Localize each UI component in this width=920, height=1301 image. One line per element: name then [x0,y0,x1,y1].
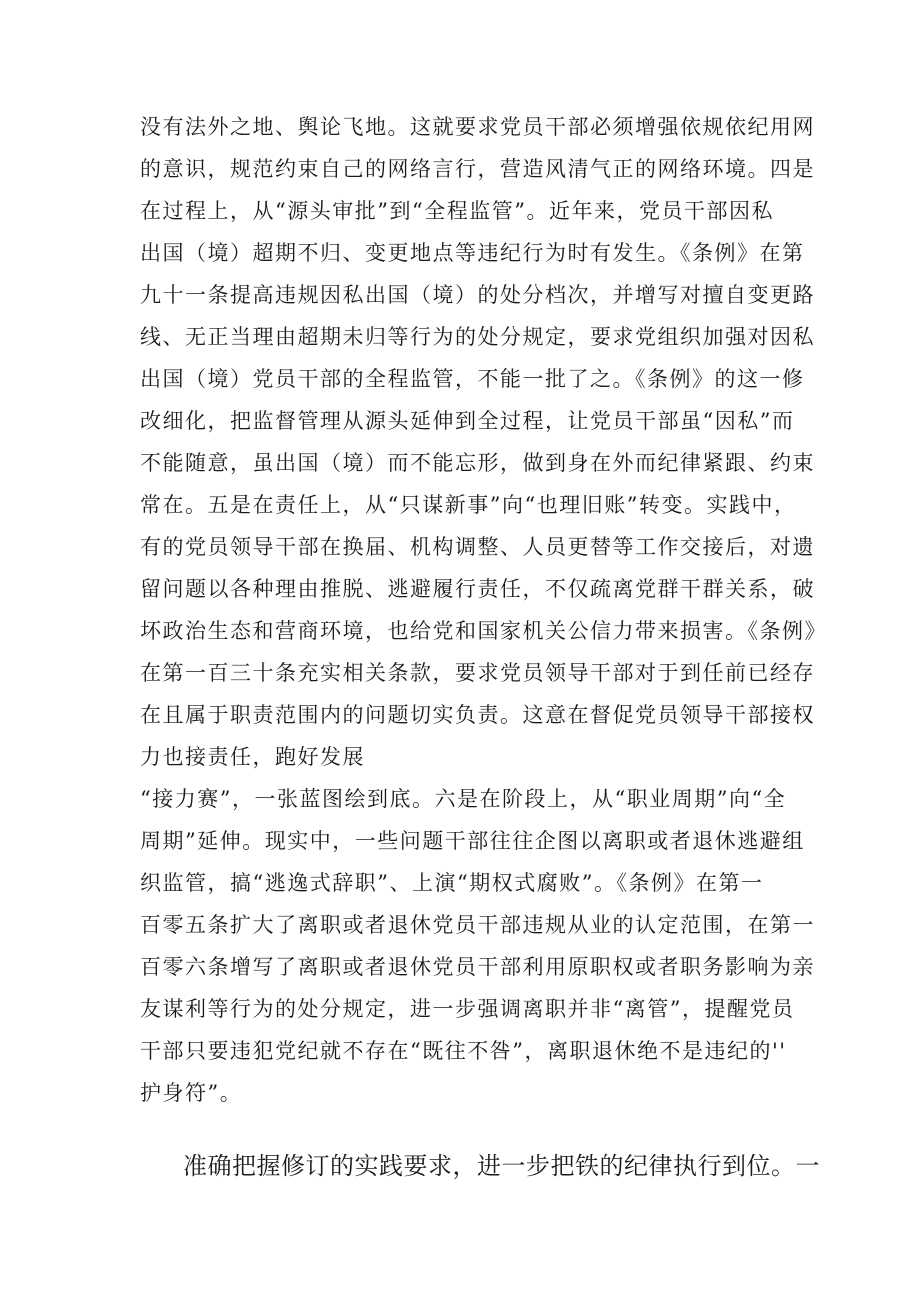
body-text-line: 常在。五是在责任上，从“只谋新事”向“也理旧账”转变。实践中， [140,493,797,517]
body-text-line: 不能随意，虽出国（境）而不能忘形，做到身在外而纪律紧跟、约束 [140,451,815,475]
body-text-line: 有的党员领导干部在换届、机构调整、人员更替等工作交接后，对遗 [140,535,815,559]
body-text-line: 织监管，搞“逃逸式辞职”、上演“期权式腐败”。《条例》在第一 [140,871,764,895]
section-heading: 准确把握修订的实践要求，进一步把铁的纪律执行到位。一 [183,1152,820,1180]
body-text-line: 出国（境）超期不归、变更地点等违纪行为时有发生。《条例》在第 [140,241,805,265]
body-text-line: 周期”延伸。现实中，一些问题干部往往企图以离职或者退休逃避组 [140,829,805,853]
body-text-line: 百零六条增写了离职或者退休党员干部利用原职权或者职务影响为亲 [140,955,815,979]
body-text-line: 在过程上，从“源头审批”到“全程监管”。近年来，党员干部因私 [140,199,774,223]
body-text-line: 坏政治生态和营商环境，也给党和国家机关公信力带来损害。《条例》 [140,619,827,643]
body-text-line: 力也接责任，跑好发展 [140,745,365,769]
body-text-line: 九十一条提高违规因私出国（境）的处分档次，并增写对擅自变更路 [140,283,815,307]
body-text-line: 没有法外之地、舆论飞地。这就要求党员干部必须增强依规依纪用网 [140,115,815,139]
body-text-line: 改细化，把监督管理从源头延伸到全过程，让党员干部虽“因私”而 [140,409,795,433]
body-text-line: 护身符”。 [140,1081,243,1105]
body-text-line: 在第一百三十条充实相关条款，要求党员领导干部对于到任前已经存 [140,661,815,685]
body-text-line: 百零五条扩大了离职或者退休党员干部违规从业的认定范围，在第一 [140,913,815,937]
body-text-line: 出国（境）党员干部的全程监管，不能一批了之。《条例》的这一修 [140,367,805,391]
body-text-line: “接力赛”，一张蓝图绘到底。六是在阶段上，从“职业周期”向“全 [140,787,787,811]
body-text-line: 友谋利等行为的处分规定，进一步强调离职并非“离管”，提醒党员 [140,997,795,1021]
body-text-line: 在且属于职责范围内的问题切实负责。这意在督促党员领导干部接权 [140,703,815,727]
body-text-line: 干部只要违犯党纪就不存在“既往不咎”，离职退休绝不是违纪的'' [140,1039,787,1063]
body-text-line: 的意识，规范约束自己的网络言行，营造风清气正的网络环境。四是 [140,157,815,181]
body-text-line: 线、无正当理由超期未归等行为的处分规定，要求党组织加强对因私 [140,325,815,349]
body-text-line: 留问题以各种理由推脱、逃避履行责任，不仅疏离党群干群关系，破 [140,577,815,601]
